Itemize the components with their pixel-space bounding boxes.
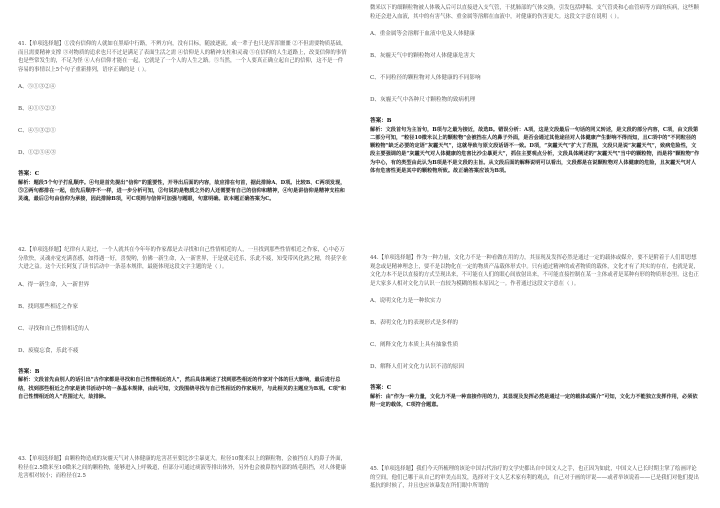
option-d[interactable]: D、①②⑤④③: [18, 150, 57, 157]
option-c[interactable]: C、不同粒径的颗粒物对人体健康的不同影响: [370, 75, 481, 82]
question-45: [370, 465, 700, 491]
option-a[interactable]: A、重金属等会溶解于血液中危及人体健康: [370, 31, 475, 38]
question-stem: 44.【单项选择题】作为一种力量，文化力不是一种看做在用的力，其显现及发挥必然是通过一定的载体或媒介，要不是附着于人们即思想观念或是精神理念上，要不是以物化在一定的物质产品载体形式中。只有通过精神的或者物质的载体，文化才有了其实的存在，也就是说，文化力本不是以直接的方式呈现出来，不可能在人们的眼心间放射出来，不可能直接控制在某一主体或者是某种有形的物质形态里。这也正是大家多人相对文化力认识一直较为模糊的根本原因之一。作者通过这段文字意在（ ）。: [370, 255, 699, 287]
answer: 答案：C: [18, 171, 40, 178]
question-stem: 微米以下的细颗粒物被人体吸入后可以直接进入支气管，干扰肺部的气体交换，引发包括哮喘、支气管炎和心血管病等方面的疾病，这些颗粒还会进入血液，其中的有害气体、重金属等溶解在血液中，对健康的伤害更大。这段文字意在说明（ ）。: [370, 5, 699, 20]
option-a[interactable]: A、⑤①③②④: [18, 84, 56, 91]
option-b[interactable]: B、表明文化力的表现形式是多样的: [370, 320, 459, 327]
explanation: 解析：文段首先由别人的话引出“古作家都是寻找和自己性情相近的人”，然后具体阐述了找到那些相近的作家对个体的巨大影响，最后进行总结，找到那些相近之作家是读书活动中的一条基本规律，由此可知，文段围绕寻找与自己性相近的作家展开，与此相关的主题应为B项。C项“和自己性情相近的人”范围过大，故排除。: [18, 377, 346, 400]
options-list: [18, 281, 348, 355]
option-c[interactable]: C、寻找和自己性情相近的人: [18, 325, 90, 332]
question-43: [18, 455, 348, 481]
options-list: [18, 83, 348, 157]
question-43-continued: [370, 4, 700, 175]
option-a[interactable]: A、得一新生命，入一新世界: [18, 281, 90, 288]
option-a[interactable]: A、说明文化力是一种软实力: [370, 298, 442, 305]
question-stem: 42.【单项选择题】纪律有人说过，一个人就其在今年年的作家都是去寻找和自己性情相近的人，一旦找到那些性情相近之作家，心中必万分欣快，灵魂亦觉充满喜感，如得遇一好，喜悦哟，仿佛一新生命，入一新世界，于是就走近乐，乐此不疲，知受带风化熟之精，终获学业大进之益。这个天长阿复了读书活动中一条基本规律，最能体现这段文字主题的是（ ）。: [18, 247, 347, 271]
option-b[interactable]: B、④①⑤②③: [18, 106, 56, 113]
option-c[interactable]: C、阐释文化力本质上具有抽象性质: [370, 342, 459, 349]
option-d[interactable]: D、废寝忘食，乐此不疲: [18, 347, 79, 354]
option-c[interactable]: C、④⑤③②①: [18, 128, 56, 135]
question-stem: 43.【单项选择题】由颗粒物造成的灰霾天气对人体健康的危害甚至要比沙尘暴更大。粒径10微米以上的颗粒物，会被挡在人的鼻子外面，粒径在2.5微米至10微米之间的颗粒物，能够进入上呼吸道，但部分可通过痰液等排出体外，另外也会被鼻腔内部的绒毛阻挡，对人体健康危害相对较小；而粒径在2.5: [18, 456, 347, 480]
question-stem: 41.【单项选择题】①没有信仰的人就如在黑暗中行路，不辨方向，没有目标，随波逐流，或一辈子也只是浑浑噩噩 ②不但需要物质基础，而且需要精神支撑 ③对物质的追求也只不过是满足了表面生活之需 ④信仰是人的精神支柱和灵魂 ⑤在信仰的人生道路上，改变信仰的事情也是些常发生的，不足为怪 ⑥人有信仰才能在一起，它就是了一个人的人生之路。⑤当然，一个人要真正确立起自己的信仰，这不是一件容易的事情以上5个句子重新排列，语序正确的是（ ）。: [18, 41, 347, 73]
option-b[interactable]: B、灰霾天气中的颗粒物对人体健康危害大: [370, 53, 475, 60]
option-d[interactable]: D、灰霾天气中各种尺寸颗粒物的致病机理: [370, 97, 476, 104]
option-b[interactable]: B、找到那些相近之作家: [18, 303, 79, 310]
options-list: [370, 30, 700, 104]
explanation: 解析：文段首句为主旨句，B项与之最为接近，故选B。错误分析：A项，这是文段最后一句话的同义转述，是文段的部分内容，C项，由文段第二部分可知，“粒径10微米以上的颗粒物”会被挡在人的鼻子外面，是否会通过其他途径对人体健康产生影响不得而知，且C项中的“不同粒径的颗粒物”缺乏必要的定语“灰霾天气”，这就导致与原文段话语不一致。D项，“灰霾天气”扩大了范围，文段只是说“灰霾天气”，致病危险性，文段主要强调的是“灰霾天气对人体健康的危害比沙尘暴更大”，抓住主要观点分析，文段具体阐述的“灰霾天气”当中的颗粒物，而是将“颗粒物”作为中心，有的类型由此认为B项是不是文段的主旨。从文段后面的解释说明可以看出，文段都是在说颗粒物对人体健康的危险，且灰霾天气对人体有危害性更是其中的颗粒物所致。故正确答案应该为B项。: [370, 126, 700, 174]
question-42: [18, 246, 348, 401]
answer: 答案：B: [18, 368, 40, 375]
question-41: [18, 40, 348, 204]
options-list: [370, 297, 700, 371]
option-d[interactable]: D、解释人们对文化力认识不清的原因: [370, 364, 464, 371]
question-stem: 45.【单项选择题】我们今天所梳理的该论中国古代治疗的文学史都出自中国文人之手，也正因为如此，中国文人已长时期主掌了绘画评论的空间，他们已哪于从自己的审美点出发，选择对于文人艺术家有利的观点，自己对于画的评说——或者举该说着——已是我们对他们提出抵抗的时候了，并且也应该暴发在所们眼中所谓的: [370, 466, 699, 490]
explanation: 解析：由“作为一种力量，文化力不是一种直接作用的力，其显现及发挥必然是通过一定的载体或媒介”可知，文化力不能独立发挥作用，必须依附一定的载体，C项符合题意。: [370, 393, 698, 409]
answer: 答案：C: [370, 385, 392, 392]
question-44: [370, 254, 700, 409]
explanation: 解析：题段5个句子打乱顺序。④句是首先提出“信仰”的重要性，开导出后面的内容，故应排在句首，据此排除A、D项。比较B、C两项发现，⑤②两句都排在一起，但先后顺序不一样，进一步分析可知，②句说的是物质之外的人还需要有自己的信仰和精神，④句是讲信仰是精神支柱和灵魂，最后②句由信仰为承接，因此排除B项，可C项则与信仰可加强与题眼，句意明确。故本题正确答案为C。: [18, 179, 346, 203]
answer: 答案：B: [370, 118, 392, 125]
